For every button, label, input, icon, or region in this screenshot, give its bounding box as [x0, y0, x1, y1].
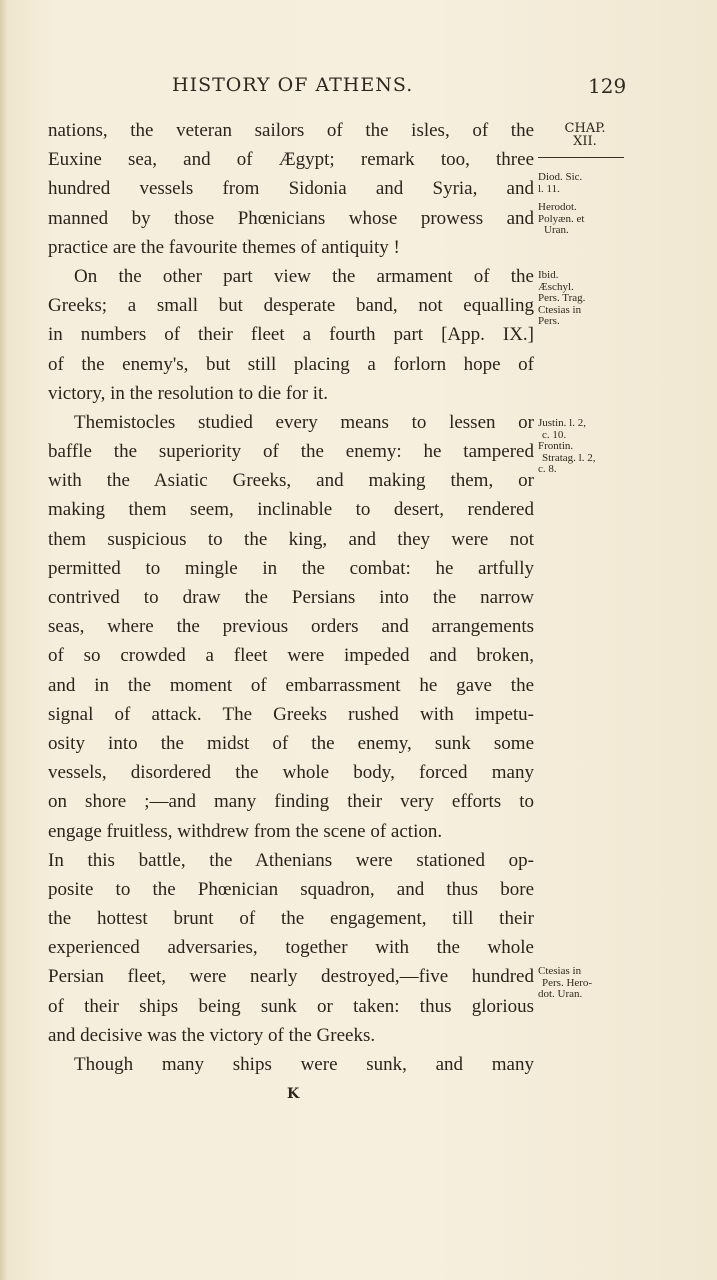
sidenote-line: Stratag. l. 2,: [542, 451, 596, 464]
sidenote-ibid: [538, 270, 626, 328]
body-text: [48, 116, 534, 1079]
text-line: On the other part view the armament of the: [74, 265, 534, 287]
sidenote-line: Herodot.: [538, 201, 577, 213]
sidenote-line: c. 10.: [542, 428, 567, 441]
page-number: 129: [588, 74, 627, 98]
chapter-numeral: XII.: [573, 134, 597, 149]
text-line: osity into the midst of the enemy, sunk some: [48, 732, 534, 754]
sidenote-line: dot. Uran.: [538, 988, 583, 1000]
sidenote-line: Frontin.: [538, 440, 574, 452]
text-line: of their ships being sunk or taken: thus glorious: [48, 995, 534, 1017]
sidenote-line: Uran.: [544, 224, 569, 236]
text-line: In this battle, the Athenians were stationed op-: [48, 849, 534, 871]
sidenote-line: Polyæn. et: [538, 212, 585, 225]
text-line: experienced adversaries, together with the whole: [48, 937, 534, 959]
text-line: engage fruitless, withdrew from the scene of action.: [48, 820, 443, 842]
text-line: of the enemy's, but still placing a forlorn hope of: [48, 353, 534, 375]
sidenote-line: Æschyl.: [538, 280, 574, 293]
text-line: in numbers of their fleet a fourth part [App. IX.]: [48, 324, 534, 346]
sidenote-line: Ibid.: [538, 269, 559, 281]
text-line: Persian fleet, were nearly destroyed,—five hundred: [48, 966, 534, 988]
text-line: them suspicious to the king, and they were not: [48, 528, 534, 550]
chapter-rule: [538, 157, 624, 158]
sidenote-justin: [538, 418, 626, 476]
chapter-label: CHAP.: [564, 121, 606, 136]
chapter-marker: [556, 122, 614, 148]
text-line: posite to the Phœnician squadron, and thus bore: [48, 878, 534, 900]
text-line: hundred vessels from Sidonia and Syria, and: [48, 178, 534, 200]
sidenote-line: l. 11.: [538, 182, 560, 195]
sidenote-diodorus: [538, 172, 626, 195]
running-head: [0, 74, 717, 104]
text-line: nations, the veteran sailors of the isles, of the: [48, 120, 534, 141]
text-line: Greeks; a small but desperate band, not equalling: [48, 295, 534, 317]
sidenote-line: Pers. Hero-: [542, 976, 593, 989]
text-line: making them seem, inclinable to desert, rendered: [48, 499, 534, 521]
text-line: practice are the favourite themes of antiquity !: [48, 236, 400, 258]
text-line: Themistocles studied every means to lessen or: [74, 411, 534, 433]
text-line: seas, where the previous orders and arrangements: [48, 616, 534, 638]
page-gutter-shadow: [0, 0, 8, 1280]
text-line: victory, in the resolution to die for it.: [48, 382, 329, 404]
text-line: vessels, disordered the whole body, forced many: [48, 762, 534, 784]
sidenote-herodotus: [538, 202, 626, 237]
text-line: the hottest brunt of the engagement, till their: [48, 908, 534, 930]
text-line: Euxine sea, and of Ægypt; remark too, three: [48, 149, 534, 171]
text-line: contrived to draw the Persians into the narrow: [48, 587, 534, 608]
sidenote-line: Ctesias in: [538, 303, 582, 316]
text-line: baffle the superiority of the enemy: he tampered: [48, 441, 534, 463]
running-head-title: HISTORY OF ATHENS.: [172, 74, 414, 96]
text-line: permitted to mingle in the combat: he artfully: [48, 557, 534, 579]
sidenote-line: Diod. Sic.: [538, 171, 583, 183]
text-line: signal of attack. The Greeks rushed with impetu-: [48, 703, 534, 725]
sidenote-line: Ctesias in: [538, 965, 582, 977]
signature-mark: K: [287, 1086, 300, 1102]
sidenote-line: Pers.: [538, 315, 560, 327]
text-line: on shore ;—and many finding their very efforts to: [48, 791, 534, 813]
text-line: with the Asiatic Greeks, and making them, or: [48, 470, 534, 492]
text-line: manned by those Phœnicians whose prowess and: [48, 207, 534, 229]
text-line: and in the moment of embarrassment he gave the: [48, 674, 534, 696]
text-line: and decisive was the victory of the Greeks.: [48, 1024, 376, 1046]
text-line: of so crowded a fleet were impeded and broken,: [48, 645, 534, 667]
sidenote-ctesias: [538, 966, 626, 1001]
sidenote-line: c. 8.: [538, 463, 557, 475]
sidenote-line: Justin. l. 2,: [538, 417, 586, 429]
text-line: Though many ships were sunk, and many: [74, 1054, 534, 1075]
sidenote-line: Pers. Trag.: [538, 292, 586, 304]
